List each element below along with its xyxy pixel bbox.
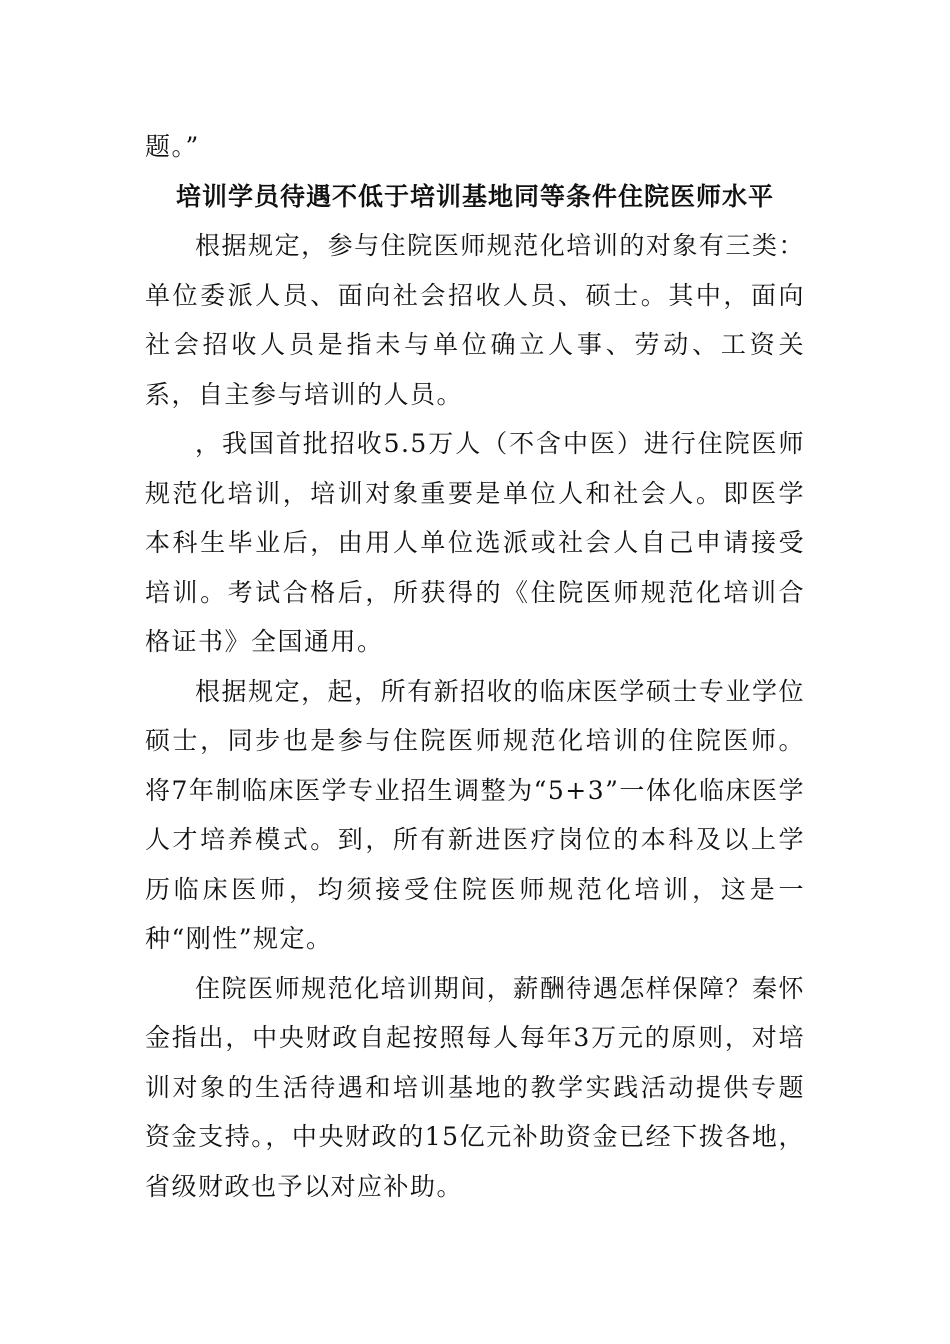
- paragraph-4: 住院医师规范化培训期间，薪酬待遇怎样保障？秦怀金指出，中央财政自起按照每人每年3万元的原则，对培训对象的生活待遇和培训基地的教学实践活动提供专题资金支持。，中央财政的15亿元补助资金已经下拨各地，省级财政也予以对应补助。: [145, 973, 805, 1201]
- opening-fragment: 题。”: [145, 132, 200, 161]
- paragraph-2: ，我国首批招收5.5万人（不含中医）进行住院医师规范化培训，培训对象重要是单位人和社会人。即医学本科生毕业后，由用人单位选派或社会人自己申请接受培训。考试合格后，所获得的《住院医师规范化培训合格证书》全国通用。: [145, 429, 805, 656]
- paragraph-3: 根据规定，起，所有新招收的临床医学硕士专业学位硕士，同步也是参与住院医师规范化培训的住院医师。将7年制临床医学专业招生调整为“5+3”一体化临床医学人才培养模式。到，所有新进医疗岗位的本科及以上学历临床医师，均须接受住院医师规范化培训，这是一种“刚性”规定。: [145, 676, 805, 953]
- document-body: [145, 122, 805, 1211]
- section-heading: 培训学员待遇不低于培训基地同等条件住院医师水平: [175, 181, 774, 211]
- paragraph-1: 根据规定，参与住院医师规范化培训的对象有三类：单位委派人员、面向社会招收人员、硕士。其中，面向社会招收人员是指未与单位确立人事、劳动、工资关系，自主参与培训的人员。: [145, 231, 805, 409]
